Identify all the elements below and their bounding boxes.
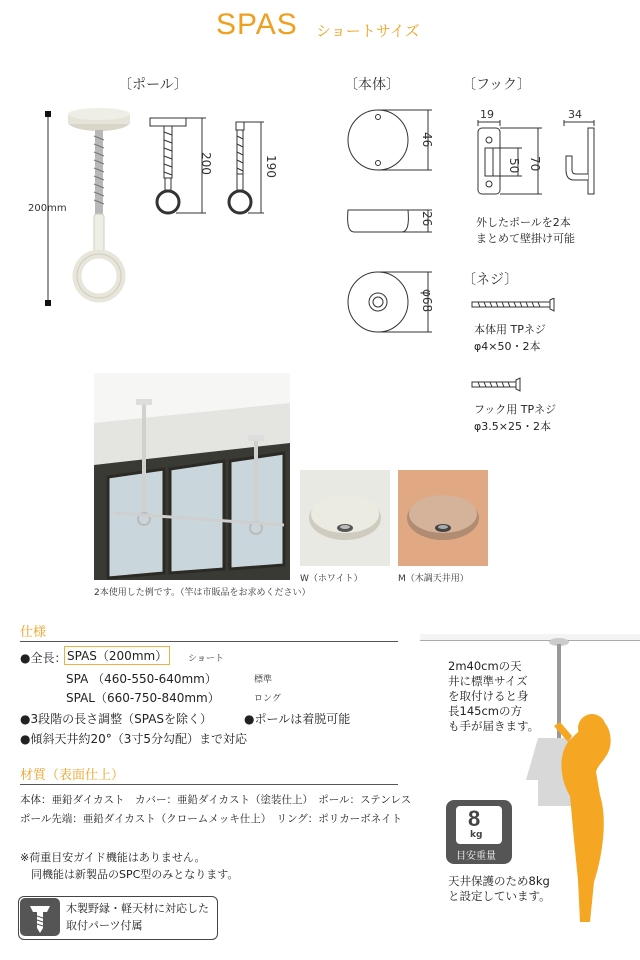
screw2-line2: φ3.5×25・2本 — [474, 420, 551, 433]
dim-200: 200 — [199, 152, 213, 175]
dim-34: 34 — [568, 108, 582, 121]
screw-section-label: 〔ネジ〕 — [462, 272, 519, 288]
parts-line2: 取付パーツ付属 — [66, 919, 143, 932]
dim-50: 50 — [507, 158, 521, 174]
material-heading: 材質（表面仕上） — [20, 768, 125, 783]
side-text-2: 井に標準サイズ — [448, 674, 528, 688]
weight-label: 目安重量 — [456, 851, 496, 862]
wood-variant-photo — [398, 470, 488, 566]
spec-heading: 仕様 — [20, 625, 47, 640]
spec-row3-model: SPAL（660-750-840mm） — [66, 691, 220, 705]
hook-note-2: まとめて壁掛け可能 — [476, 232, 575, 245]
pole-section-label: 〔ポール〕 — [118, 77, 188, 93]
side-text-4: 長145cmの方 — [448, 704, 522, 718]
dim-190: 190 — [264, 155, 278, 178]
note-line2: 同機能は新製品のSPC型のみとなります。 — [20, 868, 239, 881]
hook-section-label: 〔フック〕 — [462, 77, 532, 93]
page-title: SPAS — [216, 8, 298, 41]
pole-length-label: 200mm — [28, 203, 67, 214]
room-example-photo — [94, 373, 290, 580]
side-text-5: も手が届きます。 — [448, 719, 540, 733]
side-text-1: 2m40cmの天 — [448, 659, 522, 673]
screw2-line1: フック用 TPネジ — [474, 403, 557, 416]
screw1-line2: φ4×50・2本 — [474, 340, 541, 353]
dim-19: 19 — [480, 108, 494, 121]
weight-value: 8 — [468, 806, 481, 831]
wood-variant-caption: M（木調天井用） — [398, 574, 469, 584]
note-line1: ※荷重目安ガイド機能はありません。 — [20, 851, 206, 864]
spec-length-label: ●全長： — [20, 651, 67, 665]
dim-70: 70 — [528, 156, 542, 172]
white-variant-caption: W（ホワイト） — [300, 574, 363, 584]
material-divider — [20, 784, 398, 785]
material-line2: ポール先端：亜鉛ダイカスト（クロームメッキ仕上） リング：ポリカーボネイト — [20, 813, 402, 825]
spec-row1-note: ショート — [188, 654, 224, 664]
body-section-label: 〔本体〕 — [344, 77, 400, 93]
spec-bullet1: ●3段階の長さ調整（SPASを除く） — [20, 712, 213, 726]
parts-line1: 木製野縁・軽天材に対応した — [66, 902, 209, 915]
dim-phi68: φ68 — [420, 289, 434, 313]
dim-46: 46 — [420, 132, 434, 148]
spec-row1-model: SPAS（200mm） — [64, 646, 170, 665]
side-text-3: を取付けると身 — [448, 689, 529, 703]
weight-unit: kg — [470, 830, 483, 840]
side-bottom-2: と設定しています。 — [448, 889, 551, 903]
spec-row3-note: ロング — [254, 694, 281, 704]
screw-badge-icon — [20, 898, 60, 936]
side-bottom-1: 天井保護のため8kg — [448, 874, 550, 888]
screw1-line1: 本体用 TPネジ — [474, 323, 546, 336]
spec-bullet3: ●傾斜天井約20°（3寸5分勾配）まで対応 — [20, 732, 248, 746]
spec-divider — [20, 641, 398, 642]
spec-bullet2: ●ポールは着脱可能 — [244, 712, 351, 726]
material-line1: 本体：亜鉛ダイカスト カバー：亜鉛ダイカスト（塗装仕上） ポール：ステンレス — [20, 794, 412, 806]
spec-row2-note: 標準 — [254, 675, 273, 685]
page-subtitle: ショートサイズ — [316, 22, 420, 40]
hook-note-1: 外したポールを2本 — [476, 216, 571, 229]
white-variant-photo — [300, 470, 390, 566]
room-photo-caption: 2本使用した例です。（竿は市販品をお求めください） — [94, 588, 311, 598]
dim-26: 26 — [420, 211, 434, 227]
spec-row2-model: SPA （460-550-640mm） — [66, 672, 217, 686]
